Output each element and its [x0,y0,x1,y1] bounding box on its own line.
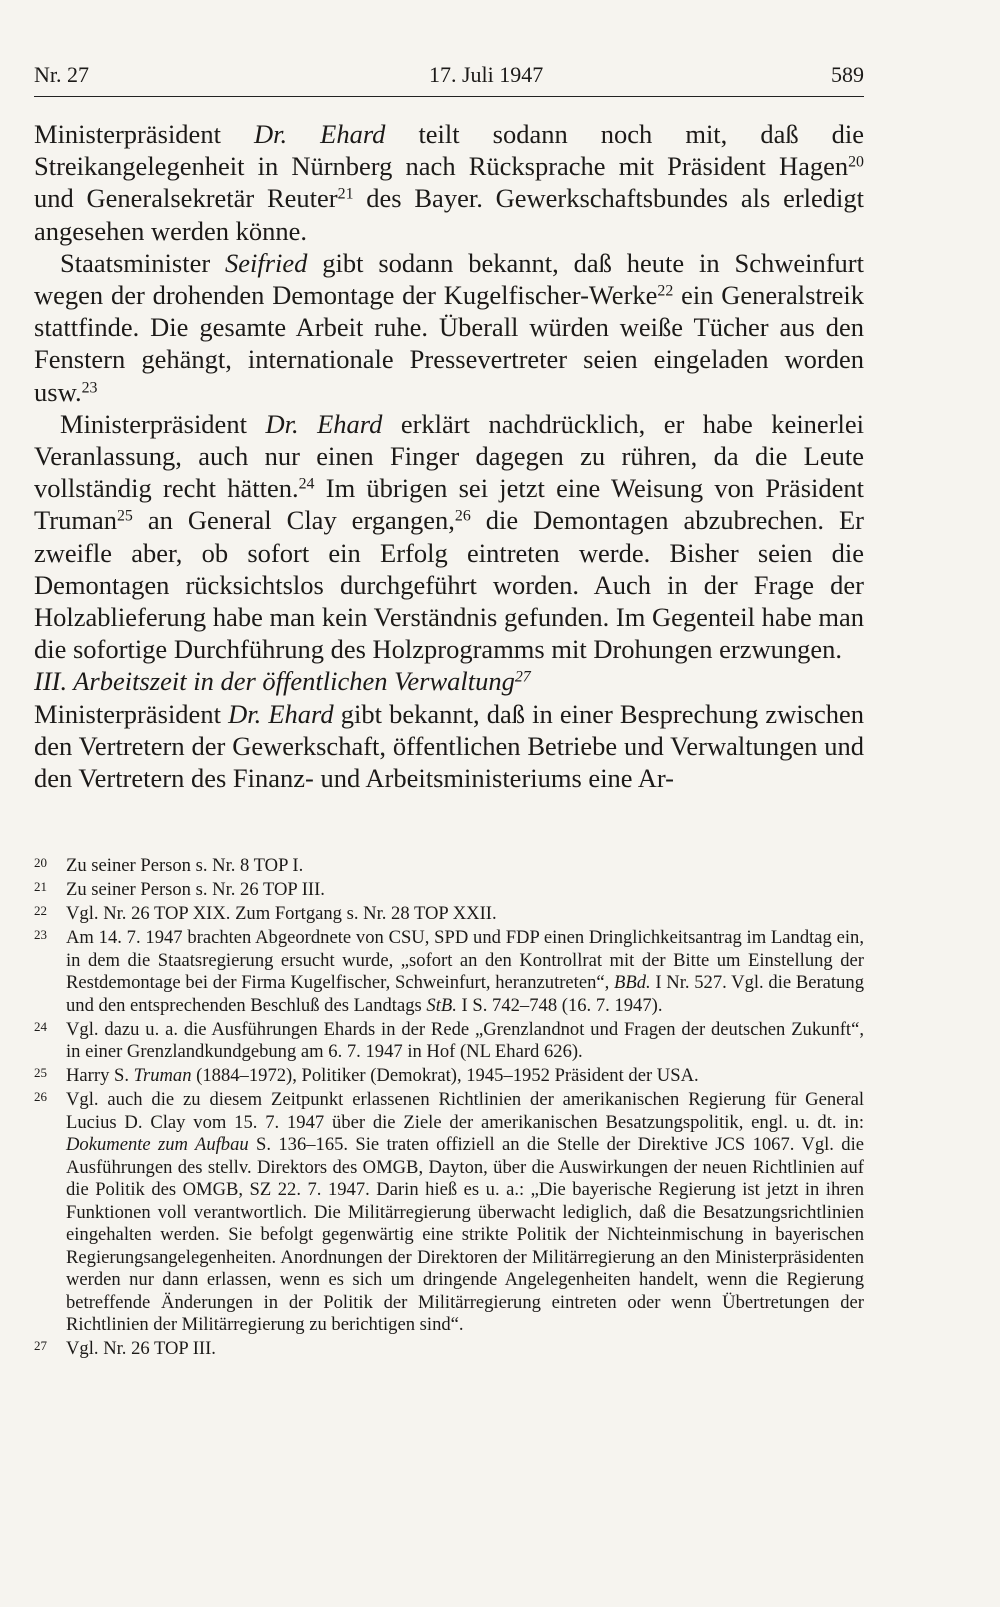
speaker-name: Dr. Ehard [253,119,386,149]
text-run: Ministerpräsident [60,408,266,439]
footnote-ref: 20 [848,153,864,171]
footnote-number: 20 [34,855,47,870]
source-title: Dokumente zum Aufbau [66,1134,249,1155]
footnote-text: Zu seiner Person s. Nr. 26 TOP III. [66,879,325,900]
footnote-text: Vgl. Nr. 26 TOP III. [66,1338,216,1359]
footnote-ref: 21 [337,185,354,203]
header-date: 17. Juli 1947 [429,62,544,87]
page-number: 589 [831,62,864,87]
footnote-text: I Nr. 527. Vgl. die Beratung und den entsprechenden Beschluß des Landtags [66,972,864,1016]
speaker-name: Dr. Ehard [265,408,383,439]
text-run: gibt bekannt, daß in einer Besprechung zwischen den Vertretern der Gewerkschaft, öffentlichen Betriebe und Verwaltungen und den Vertretern des Finanz- und Arbeitsministeriums eine Ar- [34,698,864,794]
footnote-number: 24 [34,1018,47,1034]
text-run: ein Generalstreik stattfinde. Die gesamte Arbeit ruhe. Überall würden weiße Tücher aus den Fenstern gehängt, internationale Pressevertreter seien eingeladen worden usw. [34,280,864,407]
paragraph-1 [34,118,864,247]
speaker-name: Dr. Ehard [228,698,334,729]
footnote-ref: 23 [81,378,98,396]
footnote-number: 22 [34,903,47,918]
main-text [34,118,864,794]
running-header [34,62,864,94]
footnote-text: Vgl. dazu u. a. die Ausführungen Ehards in der Rede „Grenzlandnot und Fragen der deutschen Zukunft“, in einer Grenzlandkundgebung am 6. 7. 1947 in Hof (NL Ehard 626). [66,1018,864,1062]
footnote-text: Zu seiner Person s. Nr. 8 TOP I. [66,855,304,876]
document-number: Nr. 27 [34,62,89,87]
heading-text: III. Arbeitszeit in der öffentlichen Verwaltung [34,666,515,697]
footnote-text: Vgl. auch die zu diesem Zeitpunkt erlassenen Richtlinien der amerikanischen Regierung für General Lucius D. Clay vom 15. 7. 1947 über die Ziele der amerikanischen Besatzungspolitik, engl. u. dt. in: [66,1089,864,1133]
footnote [34,927,864,1017]
text-run: des Bayer. Gewerkschaftsbundes als erledigt angesehen werden könne. [34,183,865,246]
footnote-text: Am 14. 7. 1947 brachten Abgeordnete von CSU, SPD und FDP einen Dringlichkeitsantrag im Landtag ein, in dem die Staatsregierung ersucht wurde, „sofort an den Kontrollrat mit der Bitte um Einstellung der Restdemontage bei der Firma Kugelfischer, Schweinfurt, heranzutreten“, [66,927,864,993]
text-run: an General Clay ergangen, [132,505,455,536]
paragraph-4 [34,698,864,795]
footnote-number: 21 [34,879,47,894]
source-abbreviation: BBd. [614,972,651,993]
footnote-number: 23 [34,927,47,942]
speaker-name: Seifried [225,247,308,278]
footnotes [34,855,864,1361]
footnote-number: 27 [34,1338,47,1353]
paragraph-2 [34,247,864,408]
text-run: erklärt nachdrücklich, er habe keinerlei Veranlassung, auch nur einen Finger dagegen zu rühren, da die Leute vollständig recht hätten. [34,408,865,504]
footnote-ref: 27 [514,668,531,686]
text-run: Staatsminister [60,247,225,278]
footnote-ref: 22 [657,282,674,300]
footnote-ref: 25 [116,507,133,525]
text-run: Im übrigen sei jetzt eine Weisung von Präsident Truman [34,473,864,536]
footnote [34,903,864,926]
text-run: teilt sodann noch mit, daß die Streikangelegenheit in Nürnberg nach Rücksprache mit Präsident Hagen [34,119,864,182]
footnote-number: 26 [34,1089,47,1104]
paragraph-3 [34,408,864,666]
person-name: Truman [133,1065,192,1086]
footnote-ref: 26 [454,507,471,525]
footnote [34,1338,864,1361]
footnote [34,1065,864,1088]
footnote [34,1089,864,1337]
text-run: und Generalsekretär Reuter [34,183,338,214]
footnote [34,879,864,902]
text-run: gibt sodann bekannt, daß heute in Schweinfurt wegen der drohenden Demontage der Kugelfischer-Werke [34,247,864,311]
text-run: die Demontagen abzubrechen. Er zweifle aber, ob sofort ein Erfolg eintreten werde. Bisher seien die Demontagen rücksichtslos durchgeführt worden. Auch in der Frage der Holzablieferung habe man kein Verständnis gefunden. Im Gegenteil habe man die sofortige Durchführung des Holzprogramms mit Drohungen erzwungen. [34,505,864,665]
section-heading [34,665,864,697]
source-abbreviation: StB. [426,994,457,1016]
footnote-text: Vgl. Nr. 26 TOP XIX. Zum Fortgang s. Nr. 28 TOP XXII. [66,903,497,924]
footnote-text: (1884–1972), Politiker (Demokrat), 1945–1952 Präsident der USA. [191,1065,699,1086]
text-run: Ministerpräsident [34,119,254,149]
header-rule [34,96,864,97]
footnote-text: S. 136–165. Sie traten offiziell an die Stelle der Direktive JCS 1067. Vgl. die Ausführungen des stellv. Direktors des OMGB, Dayton, über die Auswirkungen der neuen Richtlinien auf die Politik des OMGB, SZ 22. 7. 1947. Darin hieß es u. a.: „Die bayerische Regierung ist jetzt in ihren Funktionen voll verantwortlich. Die Militärregierung überwacht lediglich, daß die Besatzungsrichtlinien eingehalten werden. Sie befolgt gegenwärtig eine strikte Politik der Nichteinmischung in bayerischen Regierungsangelegenheiten. Anordnungen der Direktoren der Militärregierung an den Ministerpräsidenten werden nur dann erlassen, wenn es sich um dringende Angelegenheiten handelt, wenn die Regierung betreffende Änderungen in der Politik der Militärregierung eintreten oder wenn Übertretungen der Richtlinien der Militärregierung zu berichtigen sind“. [66,1134,864,1335]
footnote [34,1019,864,1064]
text-run: Ministerpräsident [34,698,229,729]
footnote-ref: 24 [298,475,315,493]
footnote [34,855,864,878]
footnote-text: Harry S. [66,1065,134,1086]
footnote-text: I S. 742–748 (16. 7. 1947). [456,994,663,1016]
footnote-number: 25 [34,1065,47,1080]
